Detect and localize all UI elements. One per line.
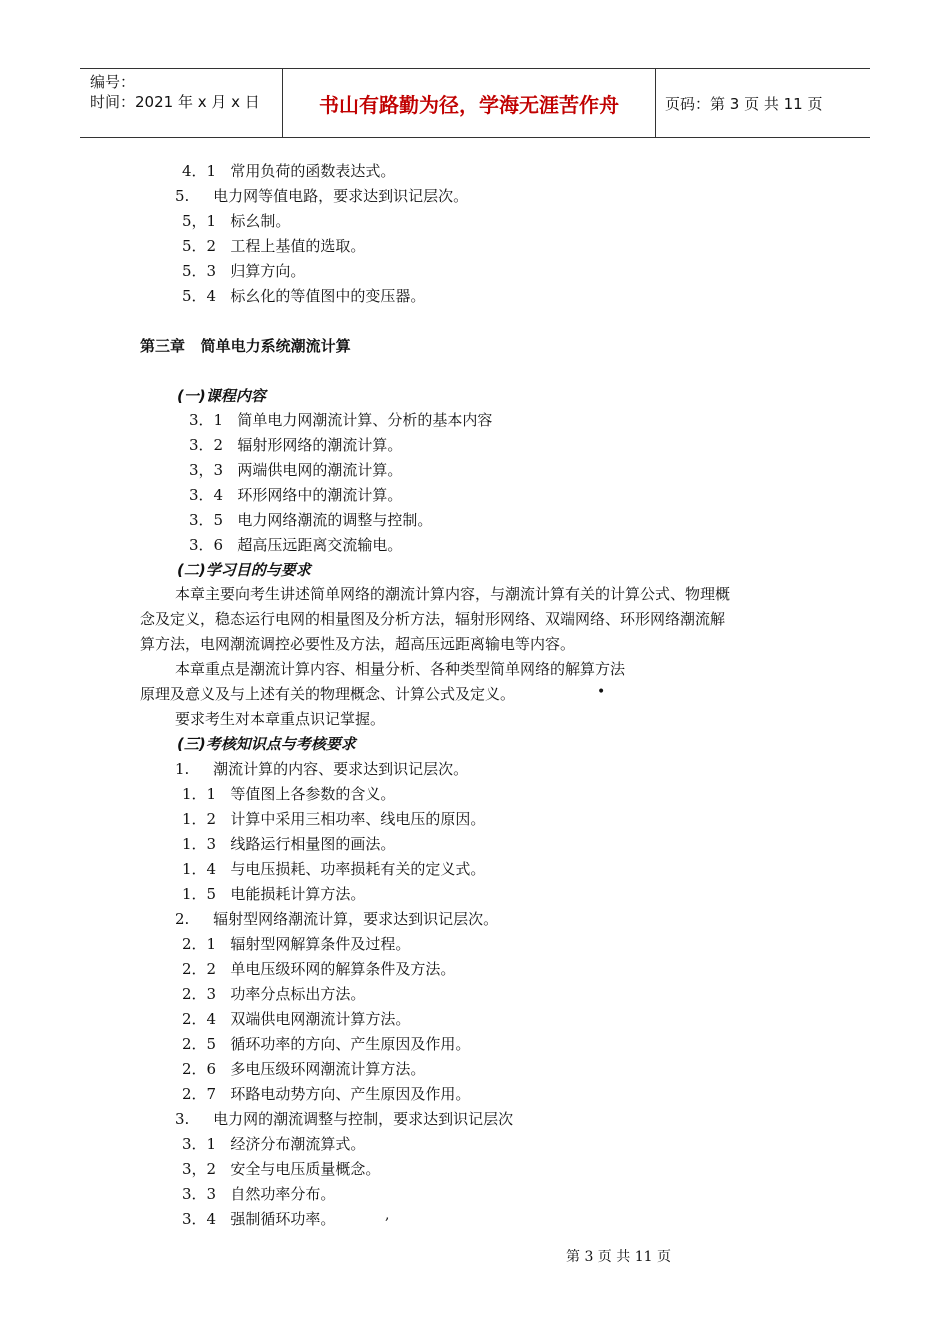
paragraph-line: 念及定义，稳态运行电网的相量图及分析方法，辐射形网络、双端网络、环形网络潮流解	[140, 610, 726, 628]
list-item: 3．5 电力网络潮流的调整与控制。	[189, 511, 433, 529]
list-item: 2．3 功率分点标出方法。	[182, 985, 366, 1003]
list-item: 5．3 归算方向。	[182, 262, 306, 280]
list-item: 2．7 环路电动势方向、产生原因及作用。	[182, 1085, 471, 1103]
list-item: 3．1 简单电力网潮流计算、分析的基本内容	[189, 411, 493, 429]
header-meta	[80, 69, 282, 137]
list-item: 1．4 与电压损耗、功率损耗有关的定义式。	[182, 860, 486, 878]
stray-mark: •	[597, 684, 606, 700]
stray-comma: ,	[385, 1207, 390, 1223]
page-info: 页码：第 3 页 共 11 页	[665, 94, 823, 113]
list-item: 1．2 计算中采用三相功率、线电压的原因。	[182, 810, 486, 828]
paragraph-line: 本章主要向考生讲述简单网络的潮流计算内容，与潮流计算有关的计算公式、物理概	[175, 585, 731, 603]
list-item: 5. 电力网等值电路，要求达到识记层次。	[175, 187, 469, 205]
list-item: 5．4 标幺化的等值图中的变压器。	[182, 287, 426, 305]
date-label: 时间：2021 年 x 月 x 日	[90, 93, 260, 111]
list-item: 3．1 经济分布潮流算式。	[182, 1135, 366, 1153]
code-label: 编号：	[90, 73, 136, 91]
list-item: 1．1 等值图上各参数的含义。	[182, 785, 396, 803]
list-item: 3．4 环形网络中的潮流计算。	[189, 486, 403, 504]
paragraph-line: 要求考生对本章重点识记掌握。	[175, 710, 386, 728]
list-item: 2．2 单电压级环网的解算条件及方法。	[182, 960, 456, 978]
motto: 书山有路勤为径，学海无涯苦作舟	[282, 69, 656, 137]
paragraph-line: 本章重点是潮流计算内容、相量分析、各种类型简单网络的解算方法	[175, 660, 626, 678]
section-title: (一)课程内容	[177, 387, 266, 405]
list-item: 3. 电力网的潮流调整与控制，要求达到识记层次	[175, 1110, 514, 1128]
list-item: 2．6 多电压级环网潮流计算方法。	[182, 1060, 426, 1078]
chapter-title: 第三章 简单电力系统潮流计算	[140, 337, 351, 355]
list-item: 1．3 线路运行相量图的画法。	[182, 835, 396, 853]
list-item: 4．1 常用负荷的函数表达式。	[182, 162, 396, 180]
list-item: 3．2 辐射形网络的潮流计算。	[189, 436, 403, 454]
section-title: (二)学习目的与要求	[177, 561, 311, 579]
page-header	[80, 68, 870, 138]
list-item: 2．5 循环功率的方向、产生原因及作用。	[182, 1035, 471, 1053]
list-item: 5．2 工程上基值的选取。	[182, 237, 366, 255]
list-item: 3．4 强制循环功率。	[182, 1210, 336, 1228]
list-item: 3，3 两端供电网的潮流计算。	[189, 461, 403, 479]
list-item: 2．1 辐射型网解算条件及过程。	[182, 935, 411, 953]
paragraph-line: 算方法，电网潮流调控必要性及方法，超高压远距离输电等内容。	[140, 635, 576, 653]
list-item: 3．3 自然功率分布。	[182, 1185, 336, 1203]
list-item: 1. 潮流计算的内容、要求达到识记层次。	[175, 760, 469, 778]
list-item: 1．5 电能损耗计算方法。	[182, 885, 366, 903]
list-item: 5，1 标幺制。	[182, 212, 291, 230]
list-item: 2．4 双端供电网潮流计算方法。	[182, 1010, 411, 1028]
paragraph-line: 原理及意义及与上述有关的物理概念、计算公式及定义。	[140, 685, 516, 703]
list-item: 3，2 安全与电压质量概念。	[182, 1160, 381, 1178]
list-item: 2. 辐射型网络潮流计算，要求达到识记层次。	[175, 910, 499, 928]
page-footer: 第 3 页 共 11 页	[566, 1249, 671, 1265]
list-item: 3．6 超高压远距离交流输电。	[189, 536, 403, 554]
section-title: (三)考核知识点与考核要求	[177, 735, 356, 753]
